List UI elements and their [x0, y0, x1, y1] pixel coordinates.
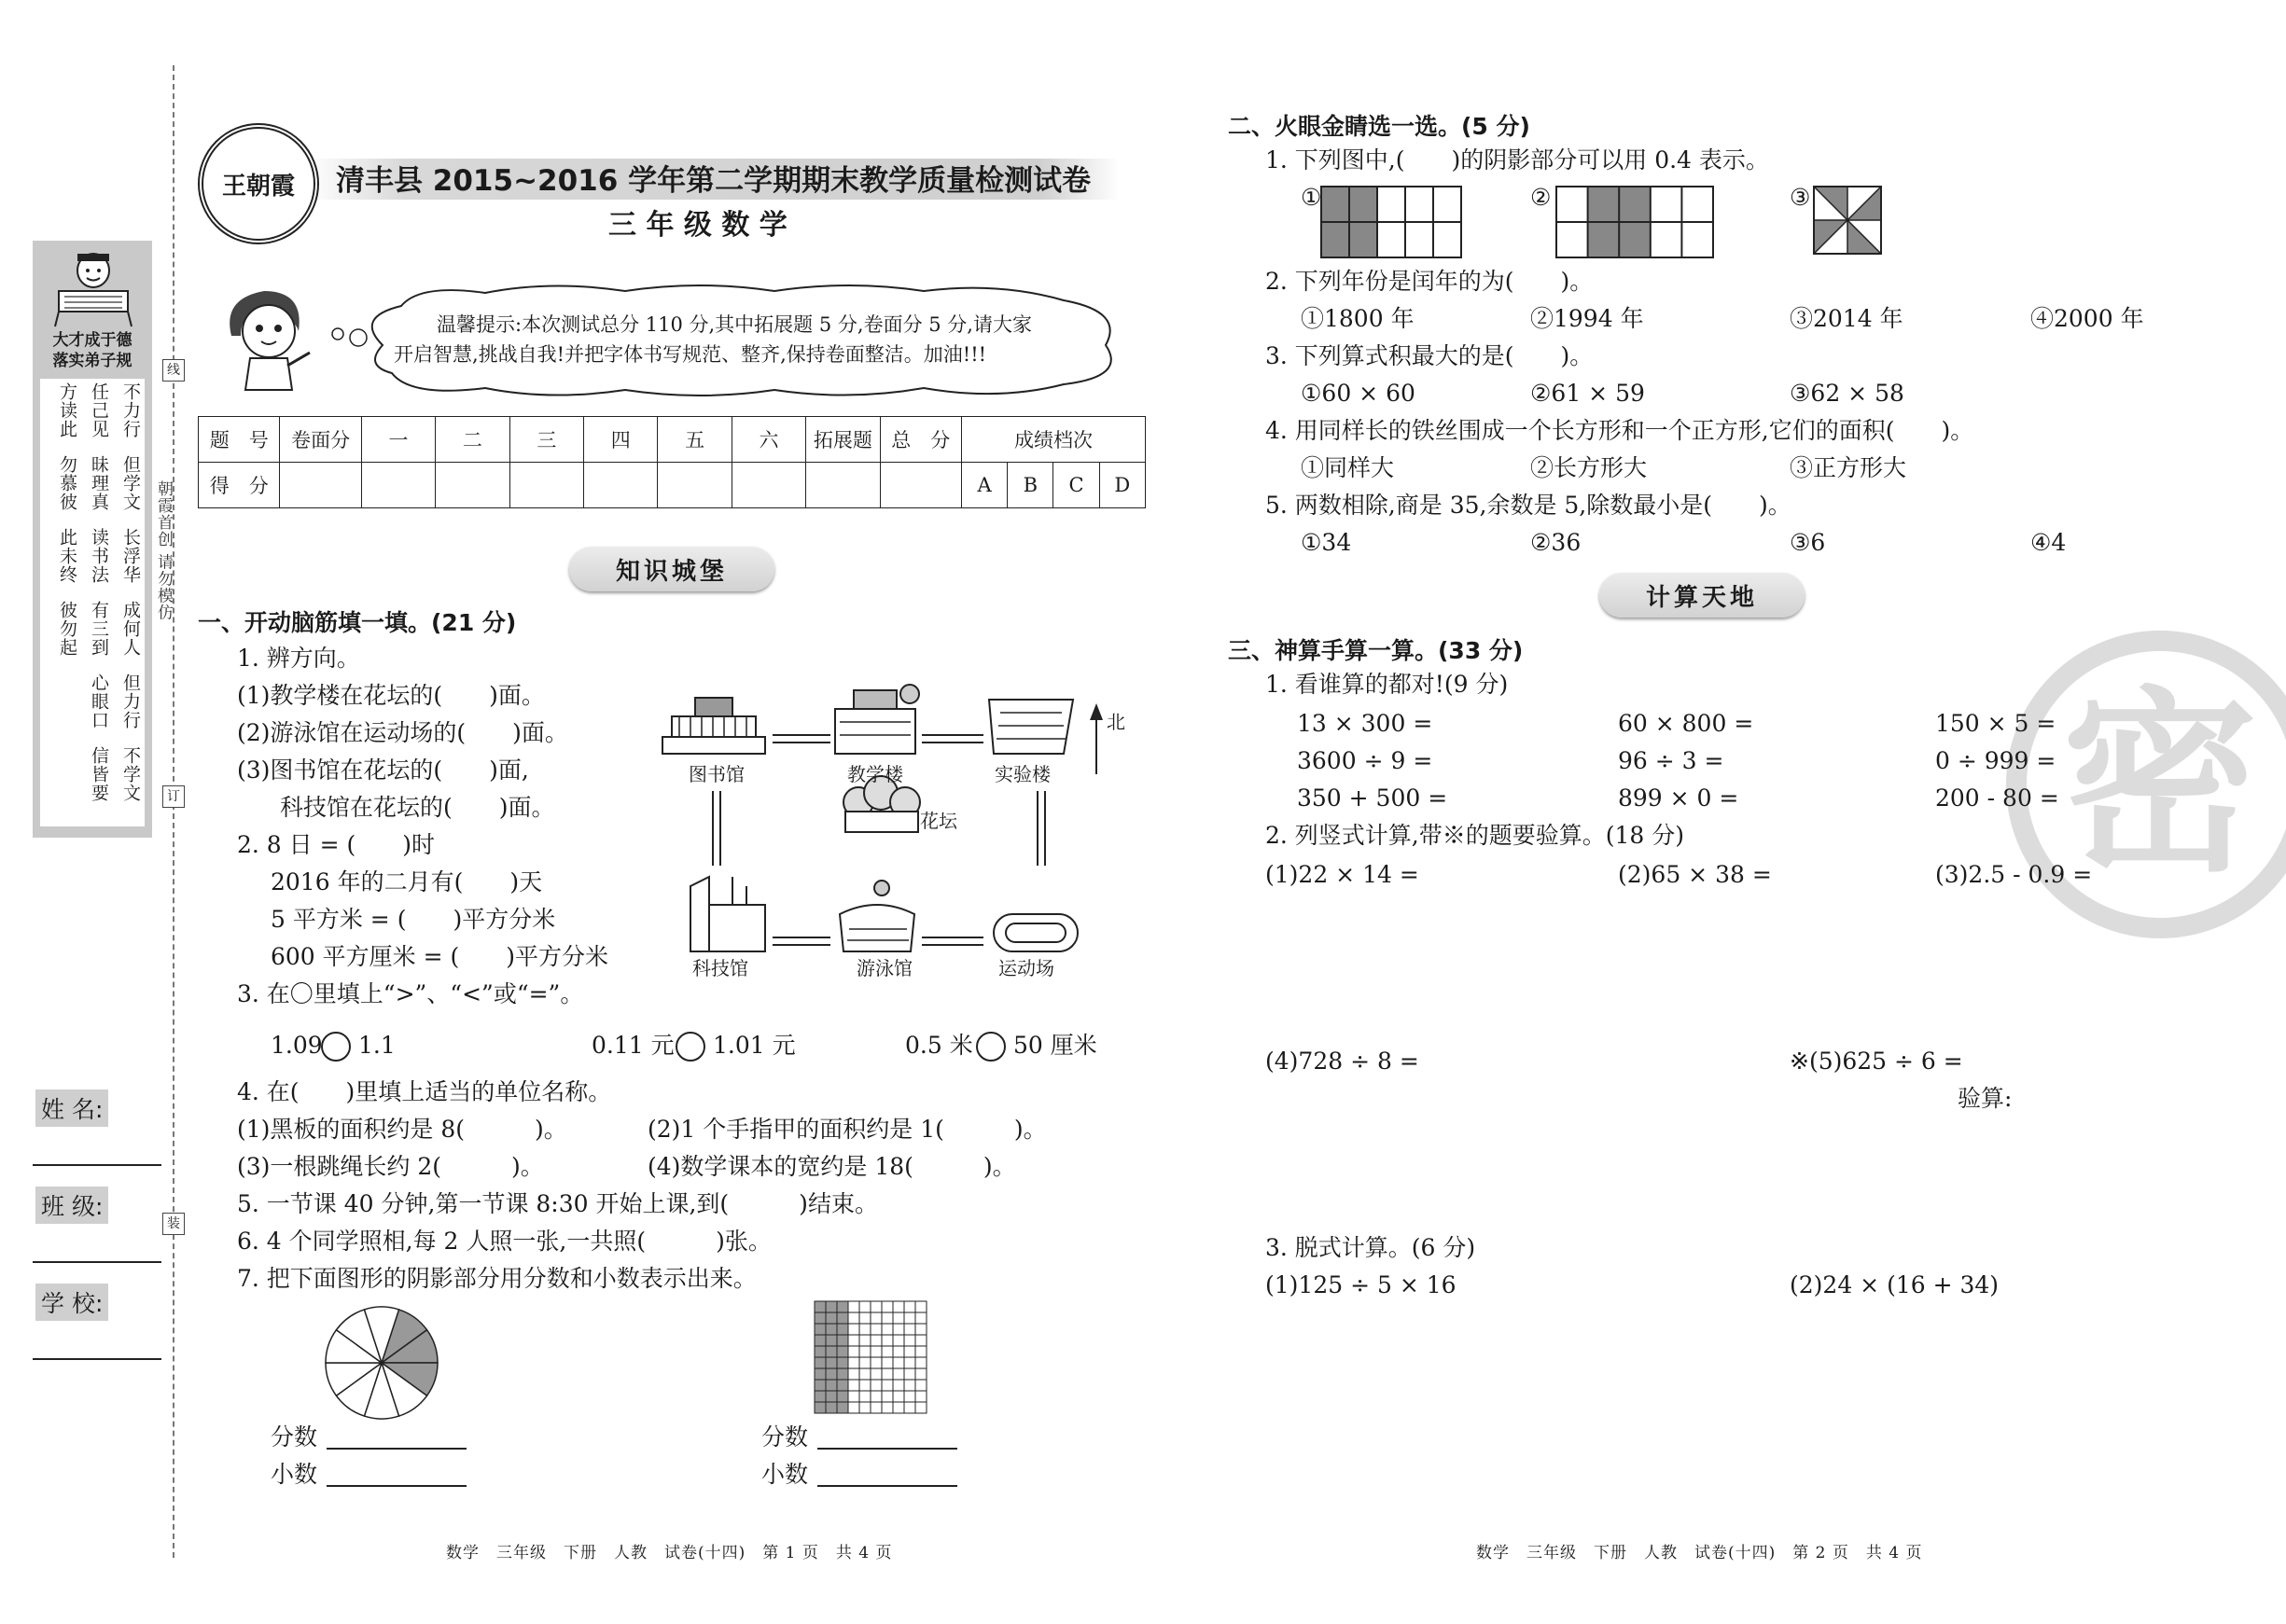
q7-label: 7. 把下面图形的阴影部分用分数和小数表示出来。	[237, 1265, 757, 1292]
score-cell[interactable]	[361, 463, 435, 508]
poem-col: 信皆要	[89, 746, 109, 802]
grid-cell	[848, 1380, 859, 1391]
name-label: 姓 名:	[35, 1090, 108, 1127]
map-label: 花坛	[920, 810, 957, 832]
grid-cell	[848, 1324, 859, 1335]
grid-cell	[815, 1301, 826, 1312]
oral-calc-label: 1. 看谁算的都对!(9 分)	[1265, 671, 1509, 698]
oral-calc-item: 3600 ÷ 9 =	[1297, 747, 1433, 774]
choice-question: 1. 下列图中,( )的阴影部分可以用 0.4 表示。	[1265, 146, 1769, 174]
score-header-cell: 六	[732, 417, 805, 463]
decimal-answer[interactable]	[327, 1485, 467, 1487]
map-label: 运动场	[998, 957, 1054, 979]
grid-cell	[893, 1391, 904, 1402]
binding-line	[173, 65, 174, 1558]
fraction-answer[interactable]	[327, 1448, 467, 1450]
score-cell[interactable]	[584, 463, 658, 508]
choice-option[interactable]: ①同样大	[1301, 454, 1395, 481]
score-cell[interactable]	[280, 463, 361, 508]
swimming-hall-icon	[840, 881, 914, 951]
oral-calc-item: 0 ÷ 999 =	[1935, 747, 2056, 774]
section-pill-calculation: 计算天地	[1599, 573, 1805, 618]
grid-cell	[848, 1357, 859, 1368]
score-header-cell: 成绩档次	[962, 417, 1146, 463]
grid-cell	[871, 1346, 882, 1357]
grid-cell	[882, 1301, 893, 1312]
q4-item: (1)黑板的面积约是 8( )。	[237, 1116, 567, 1143]
poem-col: 昧理真	[89, 455, 109, 511]
oral-calc-item: 96 ÷ 3 =	[1618, 747, 1724, 774]
q4-item: (4)数学课本的宽约是 18( )。	[648, 1153, 1016, 1180]
grid-cell	[815, 1380, 826, 1391]
grid-cell	[893, 1312, 904, 1324]
grid-cell	[915, 1391, 927, 1402]
grid-cell	[848, 1391, 859, 1402]
score-cell[interactable]	[436, 463, 509, 508]
grid-cell	[893, 1357, 904, 1368]
grid-cell	[826, 1346, 837, 1357]
stepwise-calc-item: (2)24 × (16 + 34)	[1790, 1271, 2000, 1298]
q1-item: 科技馆在花坛的( )面。	[280, 794, 555, 821]
grid-cell	[871, 1324, 882, 1335]
compare-right: 1.1	[358, 1032, 396, 1059]
sports-field-icon	[994, 914, 1078, 951]
poem-col: 心眼口	[89, 673, 109, 729]
vertical-calc-item: (3)2.5 - 0.9 =	[1935, 861, 2093, 888]
oral-calc-item: 200 - 80 =	[1935, 784, 2059, 812]
grid-cell	[915, 1335, 927, 1346]
choice-option[interactable]: ①34	[1301, 529, 1352, 556]
grid-cell	[915, 1357, 927, 1368]
vertical-calc-label: 2. 列竖式计算,带※的题要验算。(18 分)	[1265, 822, 1685, 849]
choice-option[interactable]: ①1800 年	[1301, 305, 1415, 332]
grid-cell	[837, 1380, 848, 1391]
grid-cell	[915, 1312, 927, 1324]
vertical-calc-item: (2)65 × 38 =	[1618, 861, 1772, 888]
q2-line: 600 平方厘米 = ( )平方分米	[271, 943, 609, 970]
class-label: 班 级:	[35, 1187, 108, 1224]
score-cell[interactable]	[658, 463, 732, 508]
grid-cell	[882, 1346, 893, 1357]
poem-col: 方读此	[57, 382, 77, 438]
score-header-cell: 总 分	[880, 417, 961, 463]
q1-label: 1. 辨方向。	[237, 645, 360, 672]
vertical-calc-item: (1)22 × 14 =	[1265, 861, 1419, 888]
compare-left: 0.5 米	[905, 1032, 973, 1059]
sidebar-banner: 大才成于德 落实弟子规	[52, 331, 132, 370]
compare-circle[interactable]	[321, 1032, 351, 1062]
choice-option[interactable]: ④2000 年	[2030, 305, 2144, 332]
score-header-cell: 五	[658, 417, 732, 463]
campus-map	[653, 681, 1138, 979]
grade-cell[interactable]: A	[962, 463, 1008, 508]
choice-question: 4. 用同样长的铁丝围成一个长方形和一个正方形,它们的面积( )。	[1265, 417, 1974, 444]
q1-item: (1)教学楼在花坛的( )面。	[237, 682, 545, 709]
poem-col: 不力行	[120, 382, 141, 438]
score-header-cell: 卷面分	[280, 417, 361, 463]
grid-cell	[859, 1391, 871, 1402]
girl-mascot-icon	[213, 280, 325, 392]
grade-cell[interactable]: D	[1099, 463, 1145, 508]
map-label: 游泳馆	[857, 957, 913, 979]
grid-cell	[915, 1301, 927, 1312]
grid-cell	[915, 1368, 927, 1380]
lab-building-icon	[989, 700, 1073, 754]
q4-item: (2)1 个手指甲的面积约是 1( )。	[648, 1116, 1047, 1143]
shaded-pie-figure	[323, 1304, 440, 1422]
sidebar-panel	[33, 241, 152, 838]
option3-square-figure	[1814, 187, 1881, 254]
option1-rect-figure	[1321, 187, 1461, 257]
logo-badge	[198, 123, 319, 244]
poem-col: 任己见	[89, 382, 109, 438]
grid-cell	[815, 1357, 826, 1368]
grid-cell	[882, 1335, 893, 1346]
score-cell[interactable]	[732, 463, 805, 508]
grid-cell	[859, 1335, 871, 1346]
compare-circle[interactable]	[676, 1032, 705, 1062]
grid-cell	[904, 1324, 915, 1335]
poem-col: 读书法	[89, 528, 109, 584]
grid-cell	[837, 1391, 848, 1402]
school-input[interactable]	[33, 1358, 161, 1360]
compare-left: 0.11 元	[592, 1032, 675, 1059]
grid-cell	[848, 1312, 859, 1324]
grid-cell	[871, 1391, 882, 1402]
grid-cell	[859, 1380, 871, 1391]
page-footer: 数学 三年级 下册 人教 试卷(十四) 第 2 页 共 4 页	[1476, 1544, 1923, 1562]
grid-cell	[815, 1346, 826, 1357]
grid-cell	[837, 1368, 848, 1380]
grid-cell	[848, 1368, 859, 1380]
grid-cell	[826, 1391, 837, 1402]
grid-cell	[882, 1380, 893, 1391]
poem-col: 有三到	[89, 601, 109, 657]
page-subtitle: 三 年 级 数 学	[608, 209, 788, 242]
grid-cell	[848, 1346, 859, 1357]
choice-option[interactable]: ②长方形大	[1530, 454, 1648, 481]
sidebar-poem	[40, 379, 145, 826]
q4-item: (3)一根跳绳长约 2( )。	[237, 1153, 544, 1180]
poem-col: 但学文	[120, 455, 141, 511]
grid-cell	[815, 1391, 826, 1402]
compare-right: 1.01 元	[713, 1032, 796, 1059]
grid-cell	[837, 1335, 848, 1346]
check-label: 验算:	[1958, 1085, 2013, 1112]
grid-cell	[815, 1402, 826, 1413]
grid-cell	[815, 1324, 826, 1335]
choice-option[interactable]: ②1994 年	[1530, 305, 1644, 332]
tip-line: 开启智慧,挑战自我!并把字体书写规范、整齐,保持卷面整洁。加油!!!	[394, 343, 987, 366]
poem-col: 但力行	[120, 673, 141, 729]
grid-cell	[848, 1402, 859, 1413]
score-header-cell: 一	[361, 417, 435, 463]
grid-cell	[859, 1312, 871, 1324]
compare-circle[interactable]	[976, 1032, 1006, 1062]
vertical-calc-item: ※(5)625 ÷ 6 =	[1790, 1048, 1963, 1075]
grade-cell[interactable]: C	[1053, 463, 1099, 508]
grid-cell	[904, 1380, 915, 1391]
grid-cell	[848, 1301, 859, 1312]
grid-cell	[859, 1346, 871, 1357]
stamp-text: 密	[2061, 670, 2258, 898]
grid-cell	[837, 1301, 848, 1312]
grid-cell	[871, 1357, 882, 1368]
grid-cell	[837, 1324, 848, 1335]
grid-cell	[904, 1301, 915, 1312]
grid-cell	[904, 1402, 915, 1413]
grid-cell	[893, 1346, 904, 1357]
science-hall-icon	[690, 877, 765, 951]
grid-cell	[882, 1368, 893, 1380]
grid-cell	[915, 1324, 927, 1335]
decimal-label: 小数	[271, 1461, 318, 1488]
choice-option[interactable]: ③62 × 58	[1790, 380, 1904, 407]
q5-label: 5. 一节课 40 分钟,第一节课 8:30 开始上课,到( )结束。	[237, 1190, 878, 1217]
grid-cell	[859, 1301, 871, 1312]
poem-col: 彼勿起	[57, 601, 77, 657]
grid-cell	[826, 1301, 837, 1312]
score-header-cell: 二	[436, 417, 509, 463]
score-cell[interactable]	[509, 463, 583, 508]
grid-cell	[871, 1335, 882, 1346]
q4-label: 4. 在( )里填上适当的单位名称。	[237, 1078, 612, 1105]
choice-option[interactable]: ③正方形大	[1790, 454, 1907, 481]
grid-cell	[904, 1391, 915, 1402]
grid-cell	[826, 1324, 837, 1335]
choice-option[interactable]: ①	[1301, 184, 1322, 211]
fraction-label: 分数	[761, 1423, 809, 1450]
score-table	[198, 416, 1146, 508]
north-arrow-icon	[1090, 703, 1103, 774]
choice-question: 3. 下列算式积最大的是( )。	[1265, 342, 1594, 369]
cut-mark: 订	[162, 785, 185, 808]
grid-cell	[893, 1301, 904, 1312]
teaching-building-icon	[835, 685, 919, 754]
grid-cell	[826, 1335, 837, 1346]
shaded-grid-figure	[815, 1301, 927, 1413]
grid-cell	[837, 1346, 848, 1357]
q1-item: (3)图书馆在花坛的( )面,	[237, 756, 529, 784]
grid-cell	[826, 1402, 837, 1413]
grid-cell	[815, 1368, 826, 1380]
q3-label: 3. 在〇里填上“>”、“<”或“=”。	[237, 980, 584, 1007]
grid-cell	[826, 1380, 837, 1391]
stepwise-calc-item: (1)125 ÷ 5 × 16	[1265, 1271, 1457, 1298]
part1-heading: 一、开动脑筋填一填。(21 分)	[198, 609, 517, 636]
q1-item: (2)游泳馆在运动场的( )面。	[237, 719, 568, 746]
choice-option[interactable]: ④4	[2030, 529, 2067, 556]
grade-cell[interactable]: B	[1008, 463, 1053, 508]
poem-col: 长浮华	[120, 528, 141, 584]
grid-cell	[904, 1357, 915, 1368]
grid-cell	[837, 1402, 848, 1413]
choice-option[interactable]: ②36	[1530, 529, 1582, 556]
grid-cell	[915, 1380, 927, 1391]
choice-option[interactable]: ②	[1530, 184, 1552, 211]
score-header-cell: 拓展题	[806, 417, 880, 463]
tip-line: 温馨提示:本次测试总分 110 分,其中拓展题 5 分,卷面分 5 分,请大家	[437, 313, 1032, 336]
grid-cell	[915, 1346, 927, 1357]
part2-heading: 二、火眼金睛选一选。(5 分)	[1228, 113, 1530, 140]
choice-option[interactable]: ③6	[1790, 529, 1826, 556]
map-label: 科技馆	[692, 957, 748, 979]
grid-cell	[859, 1368, 871, 1380]
class-input[interactable]	[33, 1261, 161, 1263]
stepwise-calc-label: 3. 脱式计算。(6 分)	[1265, 1234, 1476, 1261]
grid-cell	[871, 1402, 882, 1413]
fraction-label: 分数	[271, 1423, 318, 1450]
grid-cell	[904, 1312, 915, 1324]
grid-cell	[826, 1368, 837, 1380]
score-cell[interactable]	[806, 463, 880, 508]
grid-cell	[859, 1402, 871, 1413]
choice-option[interactable]: ②61 × 59	[1530, 380, 1645, 407]
score-cell[interactable]	[880, 463, 961, 508]
grid-cell	[893, 1335, 904, 1346]
grid-cell	[871, 1301, 882, 1312]
map-label: 实验楼	[995, 763, 1051, 785]
compare-right: 50 厘米	[1013, 1032, 1097, 1059]
grid-cell	[904, 1346, 915, 1357]
score-header-cell: 三	[509, 417, 583, 463]
grid-cell	[826, 1357, 837, 1368]
grid-cell	[815, 1312, 826, 1324]
grid-cell	[904, 1368, 915, 1380]
q2-line: 2016 年的二月有( )天	[271, 868, 543, 895]
option2-rect-figure	[1556, 187, 1713, 257]
choice-option[interactable]: ③2014 年	[1790, 305, 1903, 332]
choice-option[interactable]: ③	[1790, 184, 1811, 211]
oral-calc-item: 899 × 0 =	[1618, 784, 1739, 812]
decimal-answer[interactable]	[817, 1485, 957, 1487]
grid-cell	[893, 1380, 904, 1391]
grid-cell	[826, 1312, 837, 1324]
choice-question: 5. 两数相除,商是 35,余数是 5,除数最小是( )。	[1265, 492, 1791, 519]
grid-cell	[859, 1357, 871, 1368]
q6-label: 6. 4 个同学照相,每 2 人照一张,一共照( )张。	[237, 1228, 772, 1255]
poem-col: 不学文	[120, 746, 141, 802]
page-title: 清丰县 2015~2016 学年第二学期期末教学质量检测试卷	[336, 164, 1092, 198]
poem-col: 此未终	[57, 528, 77, 584]
cut-mark: 线	[162, 359, 185, 382]
grid-cell	[815, 1335, 826, 1346]
oral-calc-item: 350 + 500 =	[1297, 784, 1448, 812]
oral-calc-item: 13 × 300 =	[1297, 710, 1433, 737]
grid-cell	[893, 1324, 904, 1335]
school-label: 学 校:	[35, 1284, 108, 1321]
grid-cell	[882, 1357, 893, 1368]
score-header-cell: 四	[584, 417, 658, 463]
q2-line: 2. 8 日 = ( )时	[237, 831, 435, 858]
map-label: 教学楼	[847, 763, 903, 785]
choice-option[interactable]: ①60 × 60	[1301, 380, 1415, 407]
grid-cell	[882, 1312, 893, 1324]
score-header-cell: 题 号	[199, 417, 280, 463]
scholar-cartoon-icon	[51, 250, 135, 329]
grid-cell	[915, 1402, 927, 1413]
cut-mark: 装	[162, 1213, 185, 1235]
oral-calc-item: 60 × 800 =	[1618, 710, 1754, 737]
map-label: 图书馆	[689, 763, 745, 785]
library-icon	[662, 698, 765, 754]
copyright-note: 朝霞首创 请勿模仿	[154, 480, 173, 621]
grid-cell	[848, 1335, 859, 1346]
grid-cell	[837, 1357, 848, 1368]
grid-cell	[837, 1312, 848, 1324]
score-row-label: 得 分	[199, 463, 280, 508]
part3-heading: 三、神算手算一算。(33 分)	[1228, 637, 1524, 664]
choice-question: 2. 下列年份是闰年的为( )。	[1265, 268, 1594, 295]
grid-cell	[882, 1402, 893, 1413]
grid-cell	[859, 1324, 871, 1335]
name-input[interactable]	[33, 1164, 161, 1166]
compare-left: 1.09	[271, 1032, 323, 1059]
grid-cell	[871, 1380, 882, 1391]
grid-cell	[904, 1335, 915, 1346]
poem-col: 勿慕彼	[57, 455, 77, 511]
decimal-label: 小数	[761, 1461, 809, 1488]
grid-cell	[871, 1312, 882, 1324]
logo-text: 王朝霞	[221, 172, 295, 201]
grid-cell	[893, 1402, 904, 1413]
grid-cell	[882, 1324, 893, 1335]
vertical-calc-item: (4)728 ÷ 8 =	[1265, 1048, 1419, 1075]
q2-line: 5 平方米 = ( )平方分米	[271, 906, 556, 933]
section-pill-knowledge: 知识城堡	[569, 547, 774, 591]
north-label: 北	[1107, 711, 1125, 733]
page-footer: 数学 三年级 下册 人教 试卷(十四) 第 1 页 共 4 页	[446, 1544, 893, 1562]
grid-cell	[882, 1391, 893, 1402]
oral-calc-item: 150 × 5 =	[1935, 710, 2056, 737]
poem-col: 成何人	[120, 601, 141, 657]
grid-cell	[871, 1368, 882, 1380]
grid-cell	[893, 1368, 904, 1380]
fraction-answer[interactable]	[817, 1448, 957, 1450]
